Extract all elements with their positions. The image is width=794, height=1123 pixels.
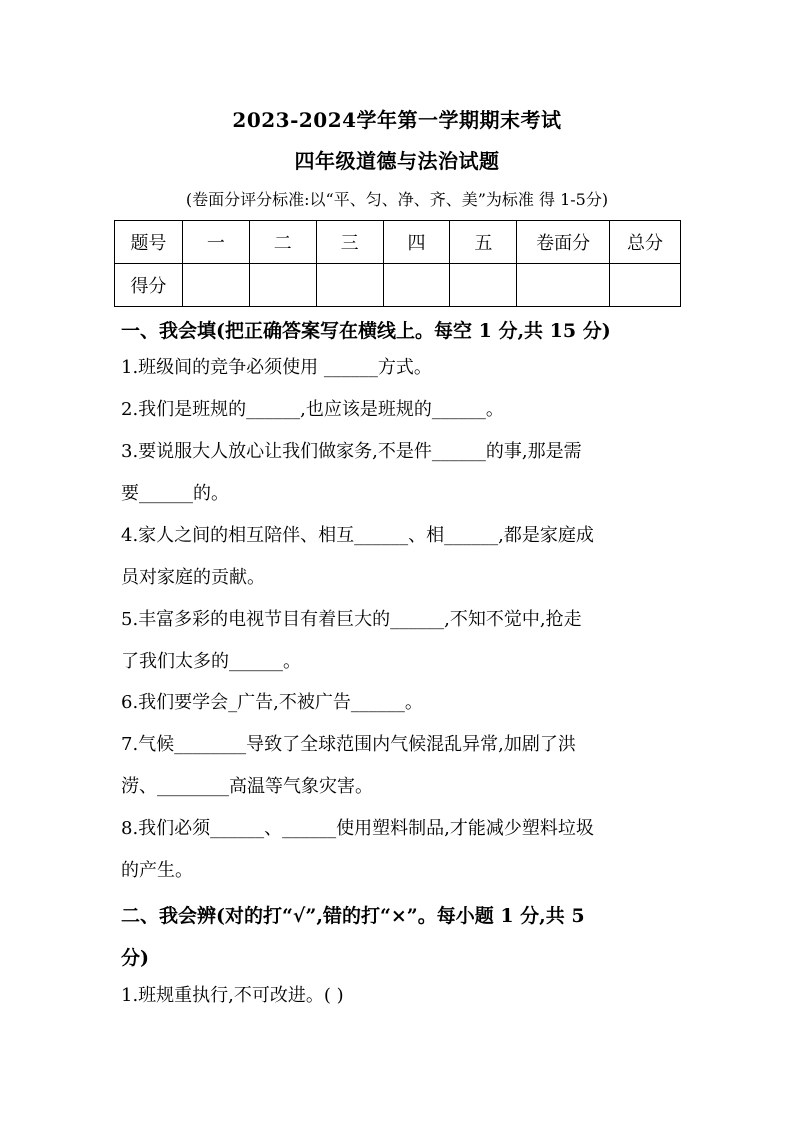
question-1-7: [121, 724, 576, 808]
score-input-cell[interactable]: [517, 264, 610, 307]
question-line: 6.我们要学会_广告,不被广告______。: [121, 692, 423, 713]
question-2-1: [121, 975, 344, 1017]
grading-note: (卷面分评分标准:以“平、匀、净、齐、美”为标准 得 1-5分): [185, 190, 609, 209]
score-input-cell[interactable]: [383, 264, 450, 307]
question-line: 涝、________高温等气象灾害。: [121, 776, 373, 797]
question-1-1: [121, 347, 432, 389]
score-header-cell: 三: [316, 221, 383, 264]
score-input-cell[interactable]: [450, 264, 517, 307]
question-line: 7.气候________导致了全球范围内气候混乱异常,加剧了洪: [121, 734, 576, 755]
question-1-6: [121, 682, 423, 724]
question-line: 的产生。: [121, 860, 193, 881]
score-header-cell: 总分: [610, 221, 681, 264]
score-header-cell: 二: [249, 221, 316, 264]
question-line: 2.我们是班规的______,也应该是班规的______。: [121, 399, 504, 420]
question-1-2: [121, 389, 504, 431]
section2-heading: [121, 895, 681, 979]
score-header-cell: 五: [450, 221, 517, 264]
question-1-3: [121, 431, 582, 515]
score-table: [114, 220, 681, 307]
score-header-cell: 题号: [115, 221, 183, 264]
question-1-5: [121, 599, 582, 683]
score-header-cell: 卷面分: [517, 221, 610, 264]
score-table-header-row: [115, 221, 681, 264]
question-line: 员对家庭的贡献。: [121, 567, 265, 588]
question-line: 3.要说服大人放心让我们做家务,不是件______的事,那是需: [121, 441, 582, 462]
section1-heading: 一、我会填(把正确答案写在横线上。每空 1 分,共 15 分): [121, 320, 611, 342]
question-line: 8.我们必须______、______使用塑料制品,才能减少塑料垃圾: [121, 818, 594, 839]
question-line: 要______的。: [121, 483, 229, 504]
score-input-cell[interactable]: [182, 264, 249, 307]
question-1-4: [121, 515, 594, 599]
score-row-label: 得分: [115, 264, 183, 307]
section2-heading-line: 分): [121, 947, 149, 969]
exam-subtitle: 四年级道德与法治试题: [294, 149, 500, 173]
question-line: 5.丰富多彩的电视节目有着巨大的______,不知不觉中,抢走: [121, 609, 582, 630]
score-header-cell: 四: [383, 221, 450, 264]
score-header-cell: 一: [182, 221, 249, 264]
score-input-cell[interactable]: [249, 264, 316, 307]
question-1-8: [121, 808, 594, 892]
question-line: 1.班级间的竞争必须使用 ______方式。: [121, 357, 432, 378]
exam-title: 2023-2024学年第一学期期末考试: [232, 108, 562, 132]
score-input-cell[interactable]: [610, 264, 681, 307]
question-line: 4.家人之间的相互陪伴、相互______、相______,都是家庭成: [121, 525, 594, 546]
section2-heading-line: 二、我会辨(对的打“√”,错的打“×”。每小题 1 分,共 5: [121, 905, 585, 927]
score-input-cell[interactable]: [316, 264, 383, 307]
score-table-score-row: [115, 264, 681, 307]
question-line: 了我们太多的______。: [121, 651, 301, 672]
question-line: 1.班规重执行,不可改进。( ): [121, 985, 344, 1006]
